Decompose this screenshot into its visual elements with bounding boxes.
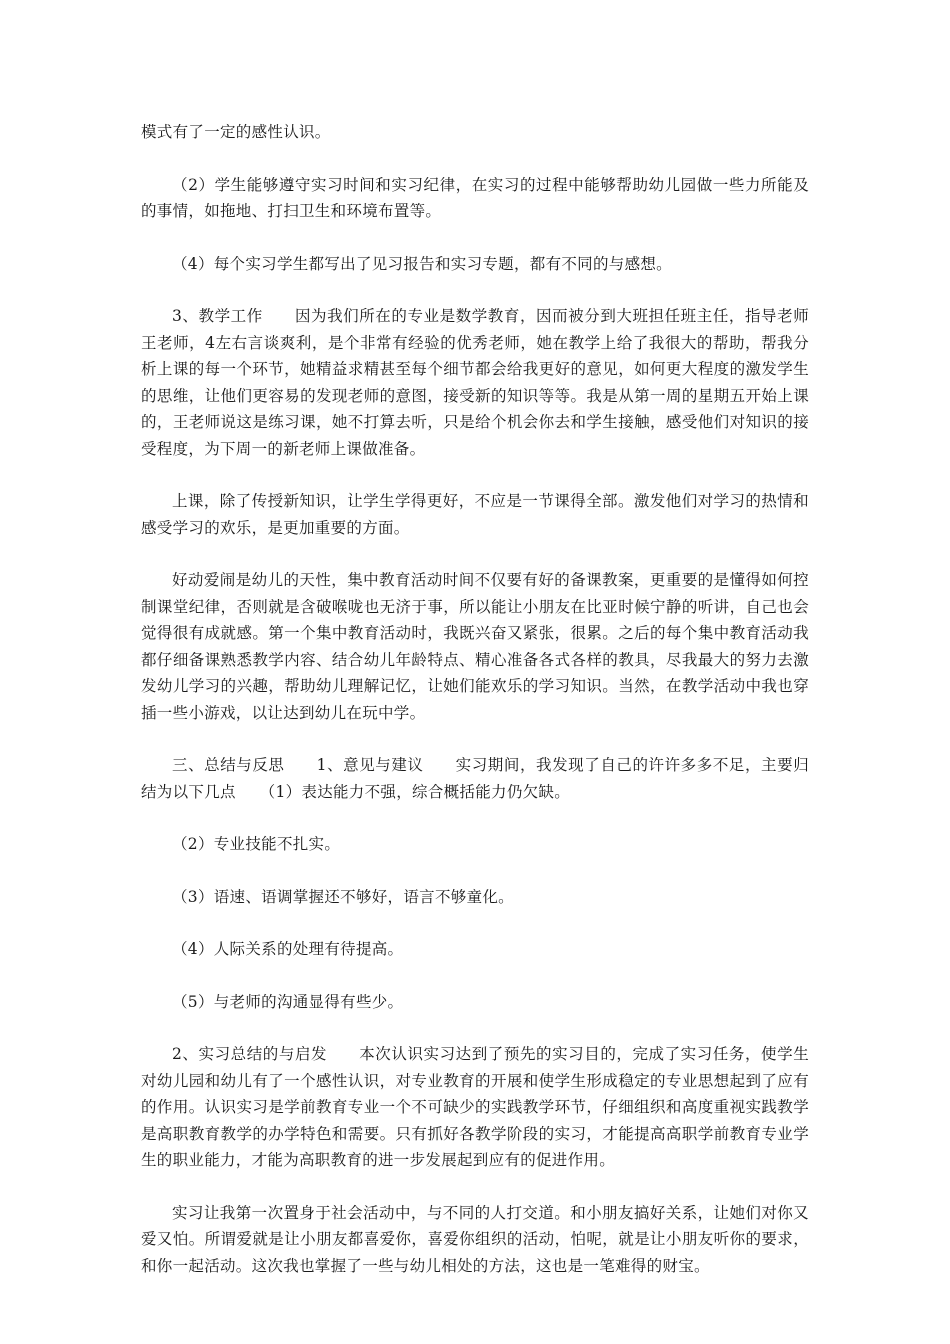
paragraph-classroom-discipline: 好动爱闹是幼儿的天性，集中教育活动时间不仅要有好的备课教案，更重要的是懂得如何控制课堂纪律，否则就是含破喉咙也无济于事，所以能让小朋友在比亚时候宁静的听讲，自己也会觉得很有成就感。第一个集中教育活动时，我既兴奋又紧张，很累。之后的每个集中教育活动我都仔细备课熟悉教学内容、结合幼儿年龄特点、精心准备各式各样的教具，尽我最大的努力去激发幼儿学习的兴趣，帮助幼儿理解记忆，让她们能欢乐的学习知识。当然，在教学活动中我也穿插一些小游戏，以让达到幼儿在玩中学。	[141, 571, 809, 722]
paragraph-class-goal: 上课，除了传授新知识，让学生学得更好，不应是一节课得全部。激发他们对学习的热情和感受学习的欢乐，是更加重要的方面。	[141, 492, 809, 537]
paragraph-shortcoming-5: （5）与老师的沟通显得有些少。	[172, 992, 404, 1011]
paragraph-item-4: （4）每个实习学生都写出了见习报告和实习专题，都有不同的与感想。	[172, 254, 672, 273]
paragraph-shortcoming-2: （2）专业技能不扎实。	[172, 835, 341, 853]
paragraph-inspiration: 2、实习总结的与启发 本次认识实习达到了预先的实习目的，完成了实习任务，使学生对幼儿园和幼儿有了一个感性认识，对专业教育的开展和使学生形成稳定的专业思想起到了应有的作用。认识实习是学前教育专业一个不可缺少的实践教学环节，仔细组织和高度重视实践教学是高职教育教学的办学特色和需要。只有抓好各教学阶段的实习，才能提高高职学前教育专业学生的职业能力，才能为高职教育的进一步发展起到应有的促进作用。	[141, 1045, 809, 1169]
paragraph-shortcoming-4: （4）人际关系的处理有待提高。	[172, 940, 404, 958]
paragraph-item-2: （2）学生能够遵守实习时间和实习纪律，在实习的过程中能够帮助幼儿园做一些力所能及的事情，如拖地、打扫卫生和环境布置等。	[141, 175, 809, 220]
paragraph-summary-reflection: 三、总结与反思 1、意见与建议 实习期间，我发现了自己的许许多多不足，主要归结为以下几点 （1）表达能力不强，综合概括能力仍欠缺。	[141, 756, 809, 801]
paragraph-social-experience: 实习让我第一次置身于社会活动中，与不同的人打交道。和小朋友搞好关系，让她们对你又爱又怕。所谓爱就是让小朋友都喜爱你，喜爱你组织的活动，怕呢，就是让小朋友听你的要求，和你一起活动。这次我也掌握了一些与幼儿相处的方法，这也是一笔难得的财宝。	[141, 1203, 809, 1275]
paragraph-continuation: 模式有了一定的感性认识。	[141, 123, 331, 141]
paragraph-teaching-work: 3、教学工作 因为我们所在的专业是数学教育，因而被分到大班担任班主任，指导老师王老师，4左右言谈爽利，是个非常有经验的优秀老师，她在教学上给了我很大的帮助，帮我分析上课的每一个环节，她精益求精甚至每个细节都会给我更好的意见，如何更大程度的激发学生的思维，让他们更容易的发现老师的意图，接受新的知识等等。我是从第一周的星期五开始上课的，王老师说这是练习课，她不打算去听，只是给个机会你去和学生接触，感受他们对知识的接受程度，为下周一的新老师上课做准备。	[141, 307, 809, 458]
paragraph-shortcoming-3: （3）语速、语调掌握还不够好，语言不够童化。	[172, 887, 514, 906]
document-body	[141, 119, 809, 1305]
